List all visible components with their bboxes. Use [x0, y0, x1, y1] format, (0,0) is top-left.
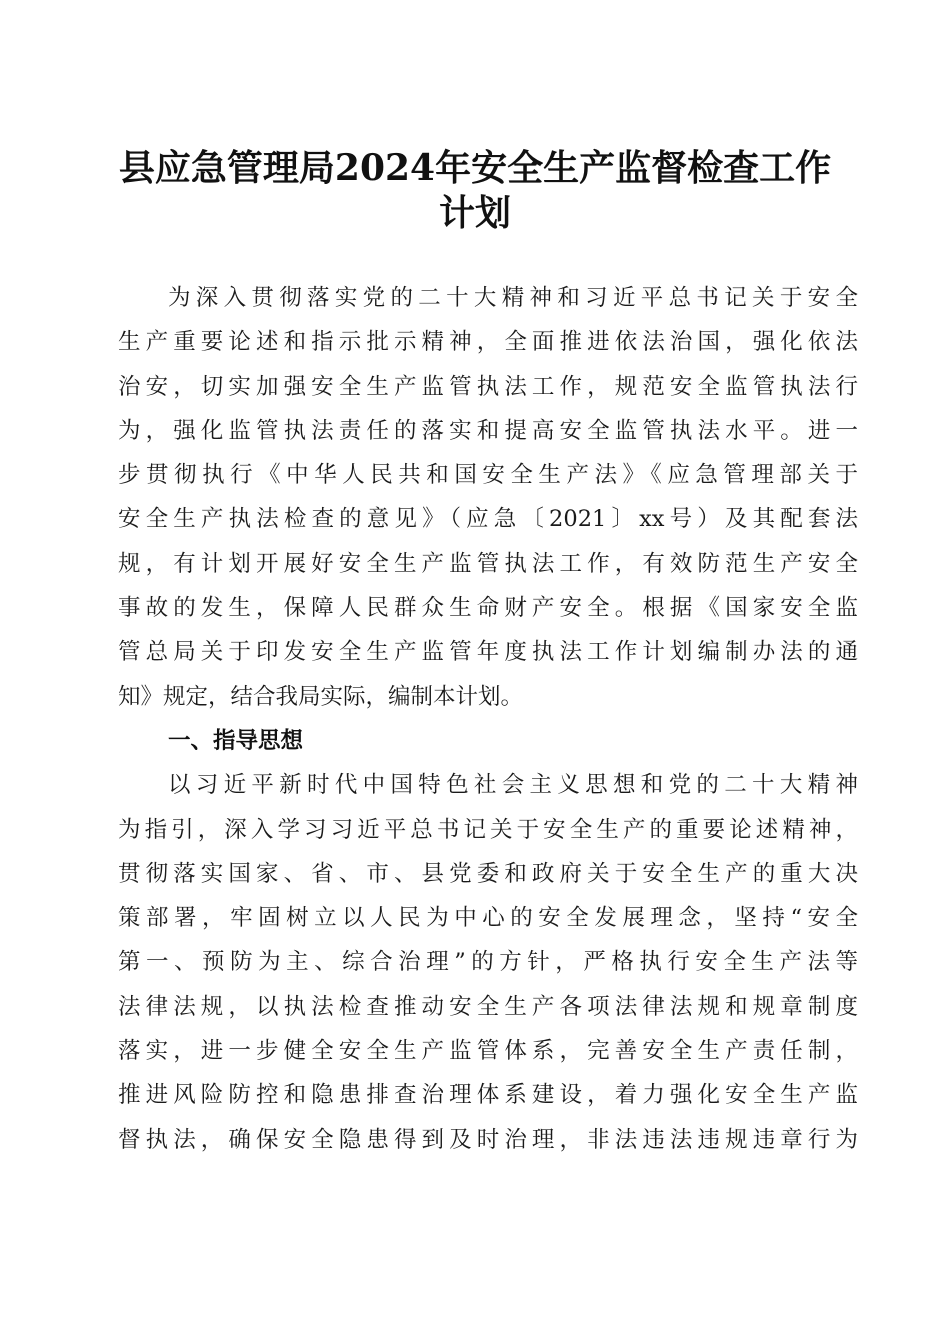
text-line: 落实，进一步健全安全生产监管体系，完善安全生产责任制，: [118, 1038, 858, 1065]
section-heading-guiding-ideology: 一、指导思想: [168, 727, 304, 754]
paragraph-intro: [118, 276, 858, 719]
text-line: 以习近平新时代中国特色社会主义思想和党的二十大精神: [168, 772, 858, 799]
text-line: 事故的发生，保障人民群众生命财产安全。根据《国家安全监: [118, 595, 858, 622]
text-line: 规，有计划开展好安全生产监管执法工作，有效防范生产安全: [118, 550, 858, 577]
document-title-line-2: 计划: [438, 192, 511, 234]
text-line: 步贯彻执行《中华人民共和国安全生产法》《应急管理部关于: [118, 462, 858, 489]
text-line: 生产重要论述和指示批示精神，全面推进依法治国，强化依法: [118, 329, 858, 356]
document-body: [118, 276, 858, 1162]
text-line: 知》规定，结合我局实际，编制本计划。: [118, 683, 524, 710]
text-line: 为，强化监管执法责任的落实和提高安全监管执法水平。进一: [118, 417, 858, 444]
text-line: 督执法，确保安全隐患得到及时治理，非法违法违规违章行为: [118, 1126, 858, 1153]
text-line: 策部署，牢固树立以人民为中心的安全发展理念，坚持“安全: [118, 905, 858, 932]
text-line: 第一、预防为主、综合治理”的方针，严格执行安全生产法等: [118, 949, 858, 976]
text-line: 治安，切实加强安全生产监管执法工作，规范安全监管执法行: [118, 373, 858, 400]
text-line: 贯彻落实国家、省、市、县党委和政府关于安全生产的重大决: [118, 860, 858, 887]
document-title-line-1: 县应急管理局2024年安全生产监督检查工作: [118, 147, 832, 189]
text-line: 为指引，深入学习习近平总书记关于安全生产的重要论述精神，: [118, 816, 858, 843]
text-line: 法律法规，以执法检查推动安全生产各项法律法规和规章制度: [118, 993, 858, 1020]
text-line: 推进风险防控和隐患排查治理体系建设，着力强化安全生产监: [118, 1082, 858, 1109]
text-line: 管总局关于印发安全生产监管年度执法工作计划编制办法的通: [118, 639, 858, 666]
paragraph-guiding-ideology: [118, 763, 858, 1162]
text-line: 为深入贯彻落实党的二十大精神和习近平总书记关于安全: [168, 285, 858, 311]
text-line: 安全生产执法检查的意见》（应急〔2021〕xx号）及其配套法: [118, 506, 858, 533]
